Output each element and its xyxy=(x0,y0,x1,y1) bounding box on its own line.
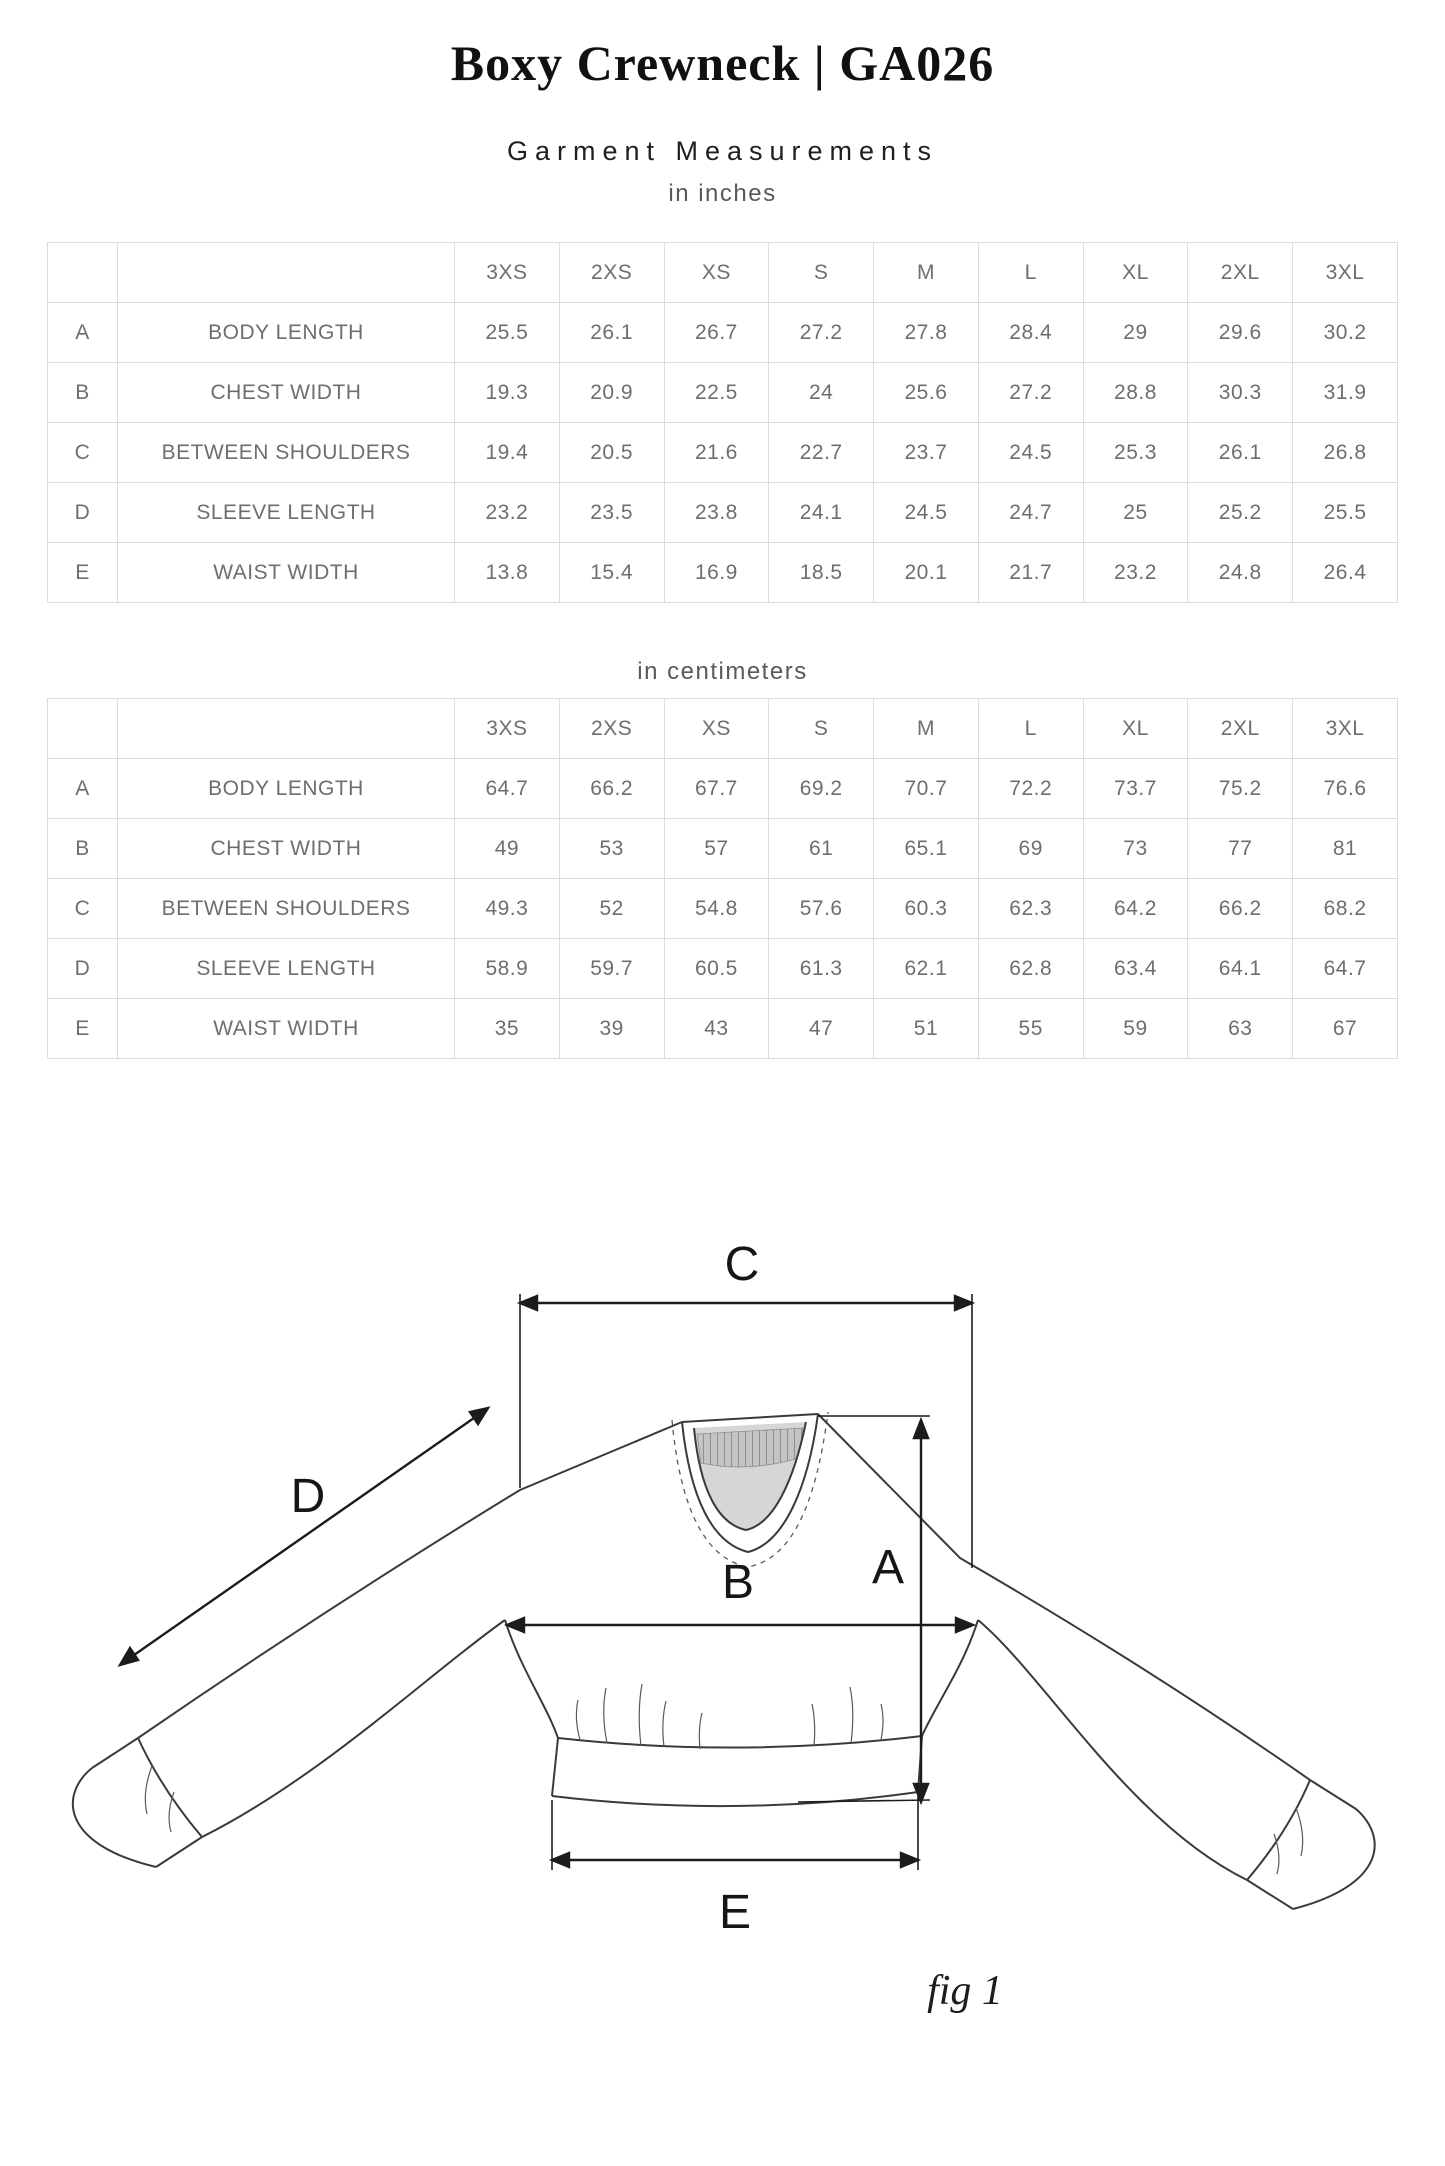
measurement-value-cell: 63.4 xyxy=(1083,939,1188,999)
measurement-value-cell: 22.5 xyxy=(664,363,769,423)
size-col-header: 3XS xyxy=(455,243,560,303)
left-cuff-bottom-edge xyxy=(156,1837,202,1867)
e-arrowhead-left xyxy=(552,1853,569,1867)
left-shoulder-sleeve-top xyxy=(138,1422,682,1738)
sweatshirt-drawing xyxy=(73,1412,1375,1909)
right-cuff-top-edge xyxy=(1310,1780,1356,1809)
unit-label-inches: in inches xyxy=(668,180,777,207)
measurement-name: BODY LENGTH xyxy=(118,303,455,363)
measurement-value-cell: 63 xyxy=(1188,999,1293,1059)
left-cuff-end-cap xyxy=(73,1768,156,1867)
size-col-header: S xyxy=(769,243,874,303)
dim-label-b: B xyxy=(721,1556,755,1609)
measurement-value-cell: 59 xyxy=(1083,999,1188,1059)
measurement-value-cell: 24.5 xyxy=(978,423,1083,483)
row-letter: E xyxy=(48,543,118,603)
c-arrowhead-right xyxy=(955,1296,972,1310)
measurement-value-cell: 26.1 xyxy=(559,303,664,363)
measurement-value-cell: 60.3 xyxy=(874,879,979,939)
measurement-value-cell: 64.2 xyxy=(1083,879,1188,939)
measurement-name: BETWEEN SHOULDERS xyxy=(118,423,455,483)
left-cuff-top-edge xyxy=(92,1738,138,1768)
measurement-value-cell: 15.4 xyxy=(559,543,664,603)
measurement-value-cell: 27.8 xyxy=(874,303,979,363)
measurement-value-cell: 62.8 xyxy=(978,939,1083,999)
measurement-value-cell: 25.3 xyxy=(1083,423,1188,483)
measurement-value-cell: 24.5 xyxy=(874,483,979,543)
measurement-value-cell: 21.7 xyxy=(978,543,1083,603)
left-cuff-gather-1 xyxy=(145,1766,152,1814)
measurement-value-cell: 75.2 xyxy=(1188,759,1293,819)
measurement-value-cell: 35 xyxy=(455,999,560,1059)
measurement-row xyxy=(48,879,1398,939)
measurement-value-cell: 69.2 xyxy=(769,759,874,819)
measurement-value-cell: 61.3 xyxy=(769,939,874,999)
measurement-value-cell: 52 xyxy=(559,879,664,939)
measurement-value-cell: 68.2 xyxy=(1293,879,1398,939)
right-cuff-bottom-edge xyxy=(1247,1880,1293,1909)
size-col-header: 2XL xyxy=(1188,243,1293,303)
a-tick-bottom xyxy=(798,1800,930,1802)
b-arrowhead-right xyxy=(956,1618,973,1632)
measurement-value-cell: 19.4 xyxy=(455,423,560,483)
measurement-value-cell: 65.1 xyxy=(874,819,979,879)
centimeters-table-container xyxy=(47,698,1398,1059)
a-arrowhead-top xyxy=(914,1420,928,1438)
measurement-row xyxy=(48,303,1398,363)
page-title: Boxy Crewneck | GA026 xyxy=(450,35,995,91)
body-left-edge xyxy=(505,1620,558,1738)
row-letter: E xyxy=(48,999,118,1059)
measurement-value-cell: 43 xyxy=(664,999,769,1059)
dim-label-d: D xyxy=(290,1470,326,1523)
measurement-row xyxy=(48,543,1398,603)
inches-table-container xyxy=(47,242,1398,603)
measurement-value-cell: 27.2 xyxy=(769,303,874,363)
row-letter: C xyxy=(48,879,118,939)
measurement-value-cell: 21.6 xyxy=(664,423,769,483)
measurement-row xyxy=(48,999,1398,1059)
measurement-value-cell: 23.2 xyxy=(455,483,560,543)
row-letter: C xyxy=(48,423,118,483)
measurement-value-cell: 30.3 xyxy=(1188,363,1293,423)
size-header-row xyxy=(48,699,1398,759)
measurement-value-cell: 20.5 xyxy=(559,423,664,483)
measurement-value-cell: 20.9 xyxy=(559,363,664,423)
measurement-value-cell: 70.7 xyxy=(874,759,979,819)
measurement-value-cell: 25.6 xyxy=(874,363,979,423)
measurement-value-cell: 28.4 xyxy=(978,303,1083,363)
measurement-name: SLEEVE LENGTH xyxy=(118,483,455,543)
size-col-header: 2XS xyxy=(559,243,664,303)
measurement-value-cell: 47 xyxy=(769,999,874,1059)
measurement-name: BETWEEN SHOULDERS xyxy=(118,879,455,939)
measurement-value-cell: 39 xyxy=(559,999,664,1059)
measurement-value-cell: 26.4 xyxy=(1293,543,1398,603)
measurement-value-cell: 20.1 xyxy=(874,543,979,603)
measurement-value-cell: 23.7 xyxy=(874,423,979,483)
c-arrowhead-left xyxy=(520,1296,537,1310)
measurement-value-cell: 25.5 xyxy=(1293,483,1398,543)
measurement-value-cell: 23.5 xyxy=(559,483,664,543)
size-table xyxy=(47,698,1398,1059)
measurement-value-cell: 29.6 xyxy=(1188,303,1293,363)
measurement-value-cell: 29 xyxy=(1083,303,1188,363)
size-table xyxy=(47,242,1398,603)
collar-rib-hatch xyxy=(697,1428,803,1467)
measurement-value-cell: 51 xyxy=(874,999,979,1059)
measurement-value-cell: 62.3 xyxy=(978,879,1083,939)
row-letter: B xyxy=(48,819,118,879)
corner-cell xyxy=(48,243,118,303)
measurement-value-cell: 18.5 xyxy=(769,543,874,603)
measurement-row xyxy=(48,759,1398,819)
measurement-value-cell: 24 xyxy=(769,363,874,423)
measurement-value-cell: 31.9 xyxy=(1293,363,1398,423)
measurement-row xyxy=(48,423,1398,483)
measurement-value-cell: 54.8 xyxy=(664,879,769,939)
size-col-header: 2XS xyxy=(559,699,664,759)
measurement-value-cell: 27.2 xyxy=(978,363,1083,423)
right-cuff-gather-1 xyxy=(1296,1808,1303,1856)
e-arrowhead-right xyxy=(901,1853,918,1867)
hem-band-bottom xyxy=(552,1792,918,1806)
measurement-value-cell: 69 xyxy=(978,819,1083,879)
size-col-header: M xyxy=(874,243,979,303)
measurement-value-cell: 53 xyxy=(559,819,664,879)
measurement-name: WAIST WIDTH xyxy=(118,999,455,1059)
size-col-header: XS xyxy=(664,243,769,303)
measurement-value-cell: 28.8 xyxy=(1083,363,1188,423)
measurement-value-cell: 72.2 xyxy=(978,759,1083,819)
measurement-name: SLEEVE LENGTH xyxy=(118,939,455,999)
measurement-value-cell: 13.8 xyxy=(455,543,560,603)
corner-cell xyxy=(48,699,118,759)
size-col-header: L xyxy=(978,699,1083,759)
row-letter: B xyxy=(48,363,118,423)
measurement-value-cell: 61 xyxy=(769,819,874,879)
measurement-value-cell: 67 xyxy=(1293,999,1398,1059)
row-letter: D xyxy=(48,939,118,999)
size-col-header: S xyxy=(769,699,874,759)
b-arrowhead-left xyxy=(507,1618,524,1632)
measurement-row xyxy=(48,939,1398,999)
measurement-value-cell: 64.7 xyxy=(455,759,560,819)
garment-diagram xyxy=(0,1128,1445,2138)
measurement-value-cell: 16.9 xyxy=(664,543,769,603)
page-subtitle: Garment Measurements xyxy=(506,136,939,166)
measurement-value-cell: 77 xyxy=(1188,819,1293,879)
d-dim-line xyxy=(124,1411,484,1662)
size-col-header: XL xyxy=(1083,243,1188,303)
size-col-header: XL xyxy=(1083,699,1188,759)
size-header-row xyxy=(48,243,1398,303)
measurement-value-cell: 60.5 xyxy=(664,939,769,999)
measurement-value-cell: 73.7 xyxy=(1083,759,1188,819)
measurement-value-cell: 64.1 xyxy=(1188,939,1293,999)
back-neck-line xyxy=(682,1414,818,1422)
row-letter: D xyxy=(48,483,118,543)
measurement-row xyxy=(48,363,1398,423)
size-col-header: L xyxy=(978,243,1083,303)
measurement-value-cell: 24.8 xyxy=(1188,543,1293,603)
measurement-value-cell: 30.2 xyxy=(1293,303,1398,363)
figure-caption: fig 1 xyxy=(927,1968,1003,2014)
right-cuff-end-cap xyxy=(1293,1809,1375,1909)
measurement-value-cell: 57 xyxy=(664,819,769,879)
left-cuff-seam xyxy=(138,1738,202,1837)
dim-label-a: A xyxy=(871,1541,905,1594)
measurement-value-cell: 25.5 xyxy=(455,303,560,363)
measurement-value-cell: 49.3 xyxy=(455,879,560,939)
size-col-header: 3XL xyxy=(1293,699,1398,759)
right-sleeve-bottom xyxy=(978,1620,1247,1880)
measurement-value-cell: 19.3 xyxy=(455,363,560,423)
measurement-value-cell: 24.7 xyxy=(978,483,1083,543)
measurement-row xyxy=(48,819,1398,879)
measurement-value-cell: 25.2 xyxy=(1188,483,1293,543)
measurement-value-cell: 26.8 xyxy=(1293,423,1398,483)
measurement-value-cell: 59.7 xyxy=(559,939,664,999)
corner-cell xyxy=(118,699,455,759)
measurement-value-cell: 73 xyxy=(1083,819,1188,879)
measurement-value-cell: 24.1 xyxy=(769,483,874,543)
measurement-value-cell: 57.6 xyxy=(769,879,874,939)
measurement-value-cell: 66.2 xyxy=(559,759,664,819)
measurement-name: WAIST WIDTH xyxy=(118,543,455,603)
d-arrowhead-top xyxy=(470,1408,488,1424)
measurement-value-cell: 58.9 xyxy=(455,939,560,999)
hem-band-left xyxy=(552,1738,558,1796)
corner-cell xyxy=(118,243,455,303)
measurement-value-cell: 23.8 xyxy=(664,483,769,543)
row-letter: A xyxy=(48,303,118,363)
row-letter: A xyxy=(48,759,118,819)
measurement-value-cell: 49 xyxy=(455,819,560,879)
figure-area xyxy=(0,1128,1445,2138)
measurement-name: CHEST WIDTH xyxy=(118,363,455,423)
measurement-value-cell: 67.7 xyxy=(664,759,769,819)
unit-label-centimeters: in centimeters xyxy=(637,658,808,685)
d-arrowhead-bottom xyxy=(120,1648,138,1665)
measurement-value-cell: 25 xyxy=(1083,483,1188,543)
measurement-value-cell: 76.6 xyxy=(1293,759,1398,819)
measurement-name: BODY LENGTH xyxy=(118,759,455,819)
right-shoulder-sleeve-top xyxy=(818,1414,1310,1780)
size-col-header: M xyxy=(874,699,979,759)
measurement-name: CHEST WIDTH xyxy=(118,819,455,879)
dim-label-e: E xyxy=(718,1886,752,1939)
dimension-lines xyxy=(120,1294,973,1870)
measurement-value-cell: 26.7 xyxy=(664,303,769,363)
measurement-value-cell: 26.1 xyxy=(1188,423,1293,483)
measurement-value-cell: 64.7 xyxy=(1293,939,1398,999)
hem-gathers xyxy=(576,1684,883,1749)
body-right-edge xyxy=(922,1620,978,1736)
left-sleeve-bottom xyxy=(202,1620,505,1837)
measurement-value-cell: 81 xyxy=(1293,819,1398,879)
hem-band-top xyxy=(558,1736,922,1748)
size-col-header: XS xyxy=(664,699,769,759)
dimension-labels xyxy=(291,1238,904,1939)
measurement-value-cell: 22.7 xyxy=(769,423,874,483)
measurement-value-cell: 23.2 xyxy=(1083,543,1188,603)
size-col-header: 3XL xyxy=(1293,243,1398,303)
size-col-header: 3XS xyxy=(455,699,560,759)
size-col-header: 2XL xyxy=(1188,699,1293,759)
dim-label-c: C xyxy=(724,1238,760,1291)
measurement-value-cell: 66.2 xyxy=(1188,879,1293,939)
measurement-value-cell: 55 xyxy=(978,999,1083,1059)
measurement-value-cell: 62.1 xyxy=(874,939,979,999)
measurement-row xyxy=(48,483,1398,543)
